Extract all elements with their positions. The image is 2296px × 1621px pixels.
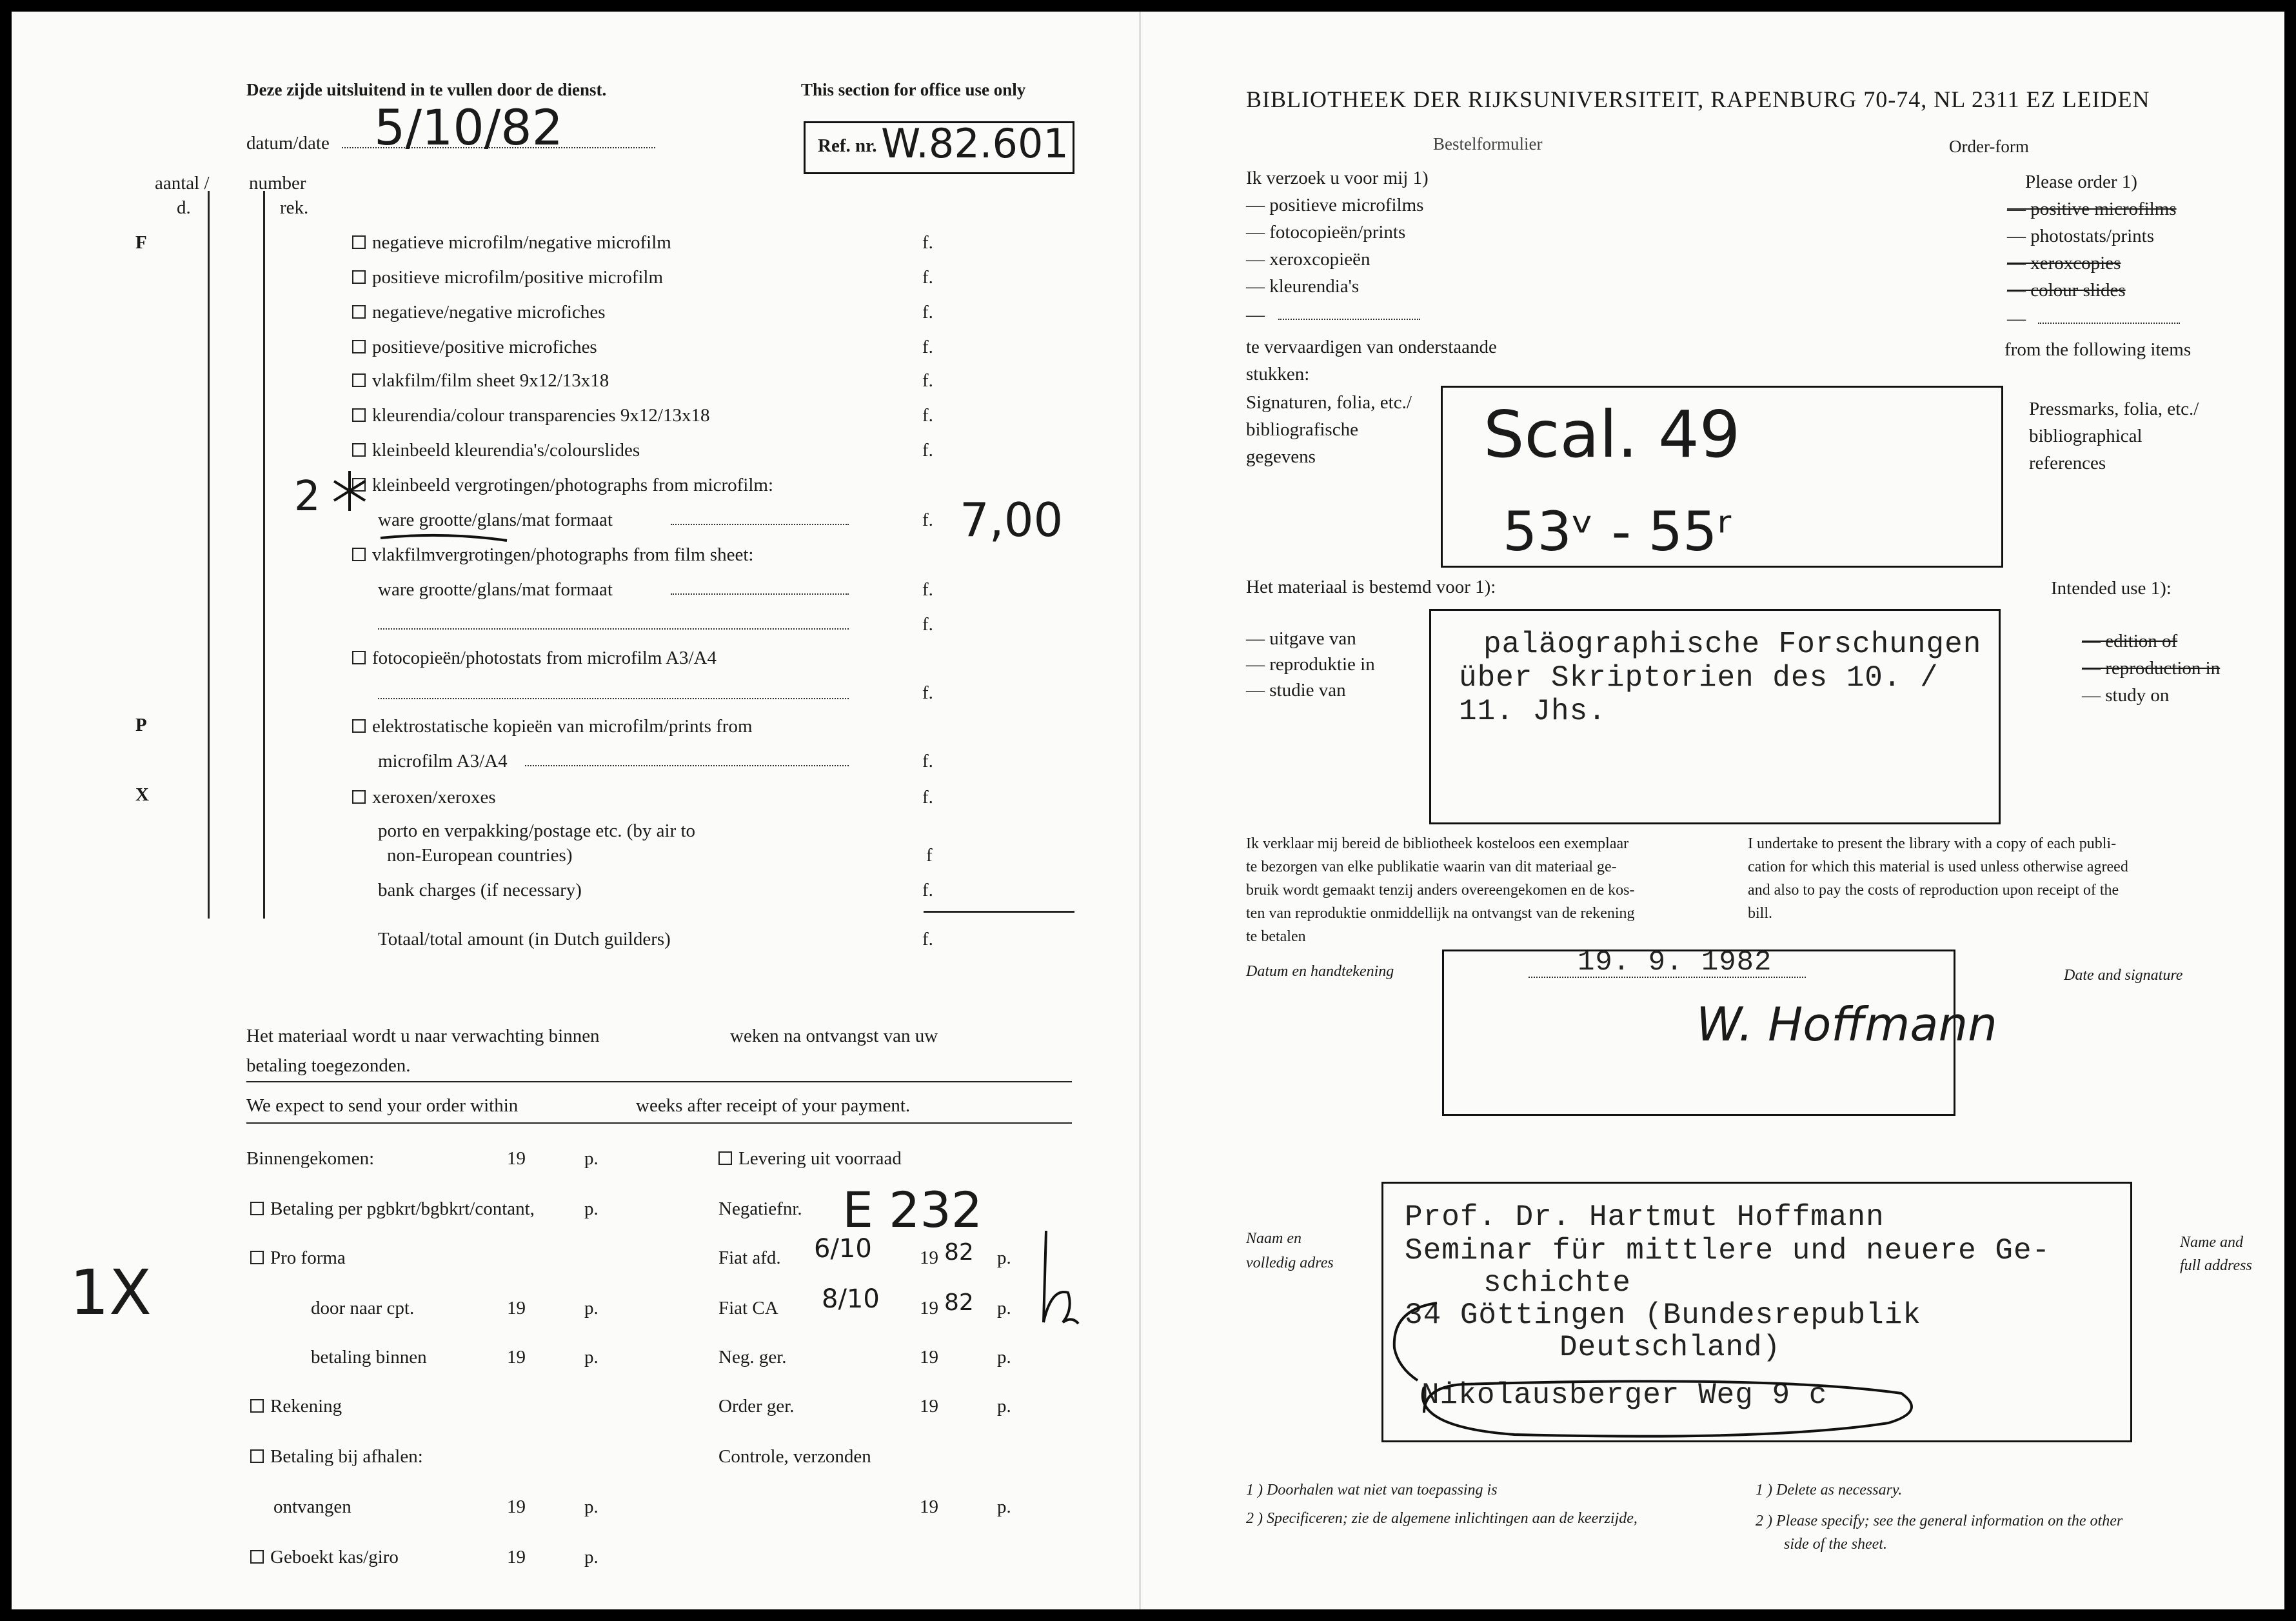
footnote-nl-2: 2 ) Specificeren; zie de algemene inlichtingen aan de keerzijde, xyxy=(1246,1510,1638,1527)
declare-nl: ten van reproduktie onmiddellijk na ontvangst van de rekening xyxy=(1246,905,1635,922)
signaturen: gegevens xyxy=(1246,446,1316,467)
col-number: number xyxy=(249,173,306,194)
office-note-en: This section for office use only xyxy=(801,80,1026,99)
betaling-binnen-label: betaling binnen xyxy=(311,1347,427,1367)
price-marker: f. xyxy=(922,440,933,461)
address-line: schichte xyxy=(1483,1266,1631,1300)
price-marker: f. xyxy=(922,614,933,635)
price-marker: f. xyxy=(922,751,933,771)
declare-nl: te bezorgen van elke publikatie waarin van dit materiaal ge- xyxy=(1246,859,1617,875)
bestemd-label: Het materiaal is bestemd voor 1): xyxy=(1246,577,1496,597)
price-marker: f. xyxy=(922,880,933,900)
checkbox[interactable] xyxy=(352,548,366,561)
footnote-en-1: 1 ) Delete as necessary. xyxy=(1756,1482,1903,1498)
year-prefix: 19 xyxy=(920,1396,938,1417)
rekening-row: Rekening xyxy=(250,1397,342,1416)
year-prefix: 19 xyxy=(507,1497,526,1517)
fill-line xyxy=(378,628,849,630)
library-header: BIBLIOTHEEK DER RIJKSUNIVERSITEIT, RAPENBURG 70-74, NL 2311 EZ LEIDEN xyxy=(1246,86,2150,112)
letter-p: P xyxy=(135,715,147,735)
total-rule xyxy=(924,911,1074,913)
price-marker: f. xyxy=(922,337,933,357)
option-nl: — xyxy=(1246,304,1265,325)
from-following: from the following items xyxy=(2004,339,2192,360)
checkbox[interactable] xyxy=(250,1202,264,1215)
page-marker: p. xyxy=(584,1497,599,1517)
year-prefix: 19 xyxy=(507,1347,526,1367)
folio-handwritten: 53ᵛ - 55ʳ xyxy=(1503,500,1732,563)
fill-line xyxy=(378,698,849,699)
item-subrow: porto en verpakking/postage etc. (by air to xyxy=(378,820,696,841)
declare-en: cation for which this material is used unless otherwise agreed xyxy=(1748,859,2128,875)
binnengekomen-label: Binnengekomen: xyxy=(246,1148,375,1169)
naam-label: volledig adres xyxy=(1246,1255,1334,1271)
intended-label: Intended use 1): xyxy=(2051,578,2172,599)
levering-row: Levering uit voorraad xyxy=(718,1149,902,1168)
checkbox[interactable] xyxy=(352,373,366,387)
price-marker: f. xyxy=(922,787,933,808)
col-rek: rek. xyxy=(280,197,309,218)
footnote-en-2: 2 ) Please specify; see the general information on the other xyxy=(1756,1513,2123,1529)
geboekt-row: Geboekt kas/giro xyxy=(250,1548,399,1567)
price-marker: f. xyxy=(922,302,933,323)
checkbox[interactable] xyxy=(250,1449,264,1463)
item-subrow: non-European countries) xyxy=(387,845,573,866)
checkbox[interactable] xyxy=(352,270,366,284)
page-marker: p. xyxy=(584,1198,599,1219)
checkbox[interactable] xyxy=(352,790,366,804)
negatiefnr-label: Negatiefnr. xyxy=(718,1198,802,1219)
column-rule-1 xyxy=(208,191,210,919)
checkbox[interactable] xyxy=(250,1550,264,1564)
use-nl: — reproduktie in xyxy=(1246,654,1375,675)
use-nl: — studie van xyxy=(1246,680,1346,701)
year-prefix: 19 xyxy=(920,1347,938,1367)
option-en: — xeroxcopies xyxy=(2007,253,2121,273)
option-en: — xyxy=(2007,308,2026,329)
underline-mark xyxy=(379,530,508,546)
checkbox[interactable] xyxy=(352,443,366,457)
ref-label: Ref. nr. xyxy=(818,135,877,156)
item-row: negatieve/negative microfiches xyxy=(352,303,606,322)
door-naar-label: door naar cpt. xyxy=(311,1298,415,1318)
checkbox[interactable] xyxy=(352,408,366,422)
page-marker: p. xyxy=(997,1298,1011,1318)
fiat-year: 82 xyxy=(944,1239,974,1266)
checkbox[interactable] xyxy=(352,719,366,733)
item-row: kleinbeeld kleurendia's/colourslides xyxy=(352,441,640,460)
signaturen: bibliografische xyxy=(1246,419,1358,440)
address-line: Seminar für mittlere und neuere Ge- xyxy=(1405,1234,2051,1268)
handwritten-initial-mark xyxy=(1032,1226,1084,1329)
year-prefix: 19 xyxy=(507,1148,526,1169)
address-line: 34 Göttingen (Bundesrepublik xyxy=(1405,1298,1921,1332)
order-form-label: Order-form xyxy=(1949,137,2029,156)
asterisk-mark xyxy=(330,468,369,513)
bestel-label: Bestelformulier xyxy=(1433,134,1543,154)
purpose-line: 11. Jhs. xyxy=(1459,695,1607,728)
betaling-row: Betaling per pgbkrt/bgbkrt/contant, xyxy=(250,1200,535,1218)
delivery-en-2: weeks after receipt of your payment. xyxy=(636,1095,911,1116)
item-subrow: microfilm A3/A4 xyxy=(378,751,508,771)
fill-line xyxy=(1278,319,1420,320)
item-row: kleurendia/colour transparencies 9x12/13x18 xyxy=(352,406,709,425)
page-marker: p. xyxy=(584,1547,599,1567)
item-row: elektrostatische kopieën van microfilm/prints from xyxy=(352,717,753,736)
negatiefnr-value: E 232 xyxy=(842,1181,983,1238)
ontvangen-label: ontvangen xyxy=(273,1497,351,1517)
date-signature-label: Date and signature xyxy=(2064,967,2183,984)
item-row: negatieve microfilm/negative microfilm xyxy=(352,234,671,252)
option-en: — colour slides xyxy=(2007,280,2126,301)
fill-line xyxy=(525,765,849,766)
name-label: full address xyxy=(2180,1257,2252,1274)
delivery-nl-3: betaling toegezonden. xyxy=(246,1055,411,1076)
fiat-afd-handwritten: 6/10 xyxy=(814,1234,872,1264)
item-subrow: bank charges (if necessary) xyxy=(378,880,582,900)
price-marker: f. xyxy=(922,929,933,950)
price-marker: f. xyxy=(922,232,933,253)
use-en: — edition of xyxy=(2082,631,2178,651)
pressmarks: bibliographical xyxy=(2029,426,2143,446)
price-marker: f. xyxy=(922,579,933,600)
price-marker: f. xyxy=(922,370,933,391)
divider xyxy=(246,1122,1072,1124)
letter-f: F xyxy=(135,232,147,253)
pressmarks: references xyxy=(2029,453,2106,473)
fiat-year: 82 xyxy=(944,1289,974,1316)
checkbox[interactable] xyxy=(352,305,366,319)
address-line: Prof. Dr. Hartmut Hoffmann xyxy=(1405,1200,1885,1234)
use-en: — study on xyxy=(2082,685,2170,706)
use-nl: — uitgave van xyxy=(1246,628,1356,649)
betaling-bij-row: Betaling bij afhalen: xyxy=(250,1447,423,1466)
signature: W. Hoffmann xyxy=(1696,997,1997,1051)
checkbox[interactable] xyxy=(352,235,366,249)
address-line: Nikolausberger Weg 9 c xyxy=(1421,1378,1828,1412)
item-subrow: ware grootte/glans/mat formaat xyxy=(378,579,613,600)
neg-ger-label: Neg. ger. xyxy=(718,1347,787,1367)
col-d: d. xyxy=(177,197,191,218)
item-row: kleinbeeld vergrotingen/photographs from microfilm: xyxy=(352,476,773,495)
purpose-line: über Skriptorien des 10. / xyxy=(1459,661,1939,695)
option-nl: — positieve microfilms xyxy=(1246,195,1424,215)
pro-forma-row: Pro forma xyxy=(250,1249,346,1268)
te-vervaardigen: te vervaardigen van onderstaande xyxy=(1246,337,1497,357)
option-en: — positive microfilms xyxy=(2007,199,2177,219)
fill-line xyxy=(671,524,849,525)
footnote-nl-1: 1 ) Doorhalen wat niet van toepassing is xyxy=(1246,1482,1498,1498)
price-marker: f. xyxy=(922,267,933,288)
date-line xyxy=(1529,977,1806,978)
signaturen: Signaturen, folia, etc./ xyxy=(1246,392,1412,413)
delivery-nl-1: Het materiaal wordt u naar verwachting binnen xyxy=(246,1026,600,1046)
ik-verzoek: Ik verzoek u voor mij 1) xyxy=(1246,168,1429,188)
order-ger-label: Order ger. xyxy=(718,1396,795,1417)
declare-nl: te betalen xyxy=(1246,928,1306,945)
year-prefix: 19 xyxy=(920,1248,938,1268)
purpose-line: paläographische Forschungen xyxy=(1483,628,1982,661)
declare-nl: bruik wordt gemaakt tenzij anders overeengekomen en de kos- xyxy=(1246,882,1635,899)
declare-nl: Ik verklaar mij bereid de bibliotheek kosteloos een exemplaar xyxy=(1246,835,1629,852)
naam-label: Naam en xyxy=(1246,1230,1301,1247)
col-aantal: aantal / xyxy=(155,173,210,194)
checkbox[interactable] xyxy=(352,651,366,664)
declare-en: and also to pay the costs of reproduction upon receipt of the xyxy=(1748,882,2119,899)
year-prefix: 19 xyxy=(920,1497,938,1517)
year-prefix: 19 xyxy=(920,1298,938,1318)
stukken: stukken: xyxy=(1246,364,1310,384)
option-nl: — fotocopieën/prints xyxy=(1246,222,1406,243)
handwritten-1x: 1X xyxy=(70,1257,152,1329)
item-row: vlakfilmvergrotingen/photographs from film sheet: xyxy=(352,546,753,564)
declare-en: I undertake to present the library with a copy of each publi- xyxy=(1748,835,2117,852)
item-row: positieve/positive microfiches xyxy=(352,338,597,357)
address-line: Deutschland) xyxy=(1559,1331,1781,1364)
total-label: Totaal/total amount (in Dutch guilders) xyxy=(378,929,671,950)
page-fold xyxy=(1139,12,1141,1609)
ref-value: W.82.601 xyxy=(881,120,1069,167)
signature-date: 19. 9. 1982 xyxy=(1578,946,1772,979)
declare-en: bill. xyxy=(1748,905,1773,922)
option-nl: — xeroxcopieën xyxy=(1246,249,1371,270)
checkbox[interactable] xyxy=(352,340,366,353)
item-row: positieve microfilm/positive microfilm xyxy=(352,268,663,287)
item-row: vlakfilm/film sheet 9x12/13x18 xyxy=(352,372,609,390)
checkbox[interactable] xyxy=(250,1399,264,1413)
page-marker: p. xyxy=(584,1148,599,1169)
page-marker: p. xyxy=(997,1248,1011,1268)
datum-handtekening-label: Datum en handtekening xyxy=(1246,963,1394,980)
fiat-ca-label: Fiat CA xyxy=(718,1298,778,1318)
fill-line xyxy=(671,593,849,595)
option-en: — photostats/prints xyxy=(2007,226,2154,246)
price-marker: f. xyxy=(922,405,933,426)
pressmarks: Pressmarks, folia, etc./ xyxy=(2029,399,2199,419)
year-prefix: 19 xyxy=(507,1547,526,1567)
fill-line xyxy=(2038,323,2180,324)
price-marker: f xyxy=(926,845,933,866)
delivery-en-1: We expect to send your order within xyxy=(246,1095,519,1116)
use-en: — reproduction in xyxy=(2082,658,2221,679)
datum-label: datum/date xyxy=(246,133,330,154)
controle-label: Controle, verzonden xyxy=(718,1446,871,1467)
price-marker: f. xyxy=(922,682,933,703)
letter-x: X xyxy=(135,784,149,805)
page-marker: p. xyxy=(997,1347,1011,1367)
name-label: Name and xyxy=(2180,1234,2243,1251)
footnote-en-3: side of the sheet. xyxy=(1784,1536,1887,1553)
office-note: Deze zijde uitsluitend in te vullen door de dienst. xyxy=(246,80,607,99)
item-row: fotocopieën/photostats from microfilm A3/A4 xyxy=(352,649,717,668)
fiat-afd-label: Fiat afd. xyxy=(718,1248,781,1268)
handwritten-quantity: 2 xyxy=(294,473,321,521)
divider xyxy=(246,1081,1072,1082)
page-marker: p. xyxy=(997,1497,1011,1517)
price-marker: f. xyxy=(922,510,933,530)
page-marker: p. xyxy=(584,1298,599,1318)
fiat-ca-handwritten: 8/10 xyxy=(822,1284,880,1314)
shelfmark-handwritten: Scal. 49 xyxy=(1483,397,1741,472)
page-marker: p. xyxy=(997,1396,1011,1417)
year-prefix: 19 xyxy=(507,1298,526,1318)
datum-value: 5/10/82 xyxy=(374,99,563,156)
item-subrow: ware grootte/glans/mat formaat xyxy=(378,510,613,530)
address-circle-mark xyxy=(1385,1290,1940,1445)
option-nl: — kleurendia's xyxy=(1246,276,1360,297)
item-row: xeroxen/xeroxes xyxy=(352,788,496,807)
handwritten-price: 7,00 xyxy=(960,493,1064,547)
checkbox[interactable] xyxy=(250,1251,264,1264)
page-marker: p. xyxy=(584,1347,599,1367)
column-rule-2 xyxy=(263,191,265,919)
delivery-nl-2: weken na ontvangst van uw xyxy=(730,1026,938,1046)
please-order: Please order 1) xyxy=(2025,172,2137,192)
checkbox[interactable] xyxy=(718,1151,732,1165)
